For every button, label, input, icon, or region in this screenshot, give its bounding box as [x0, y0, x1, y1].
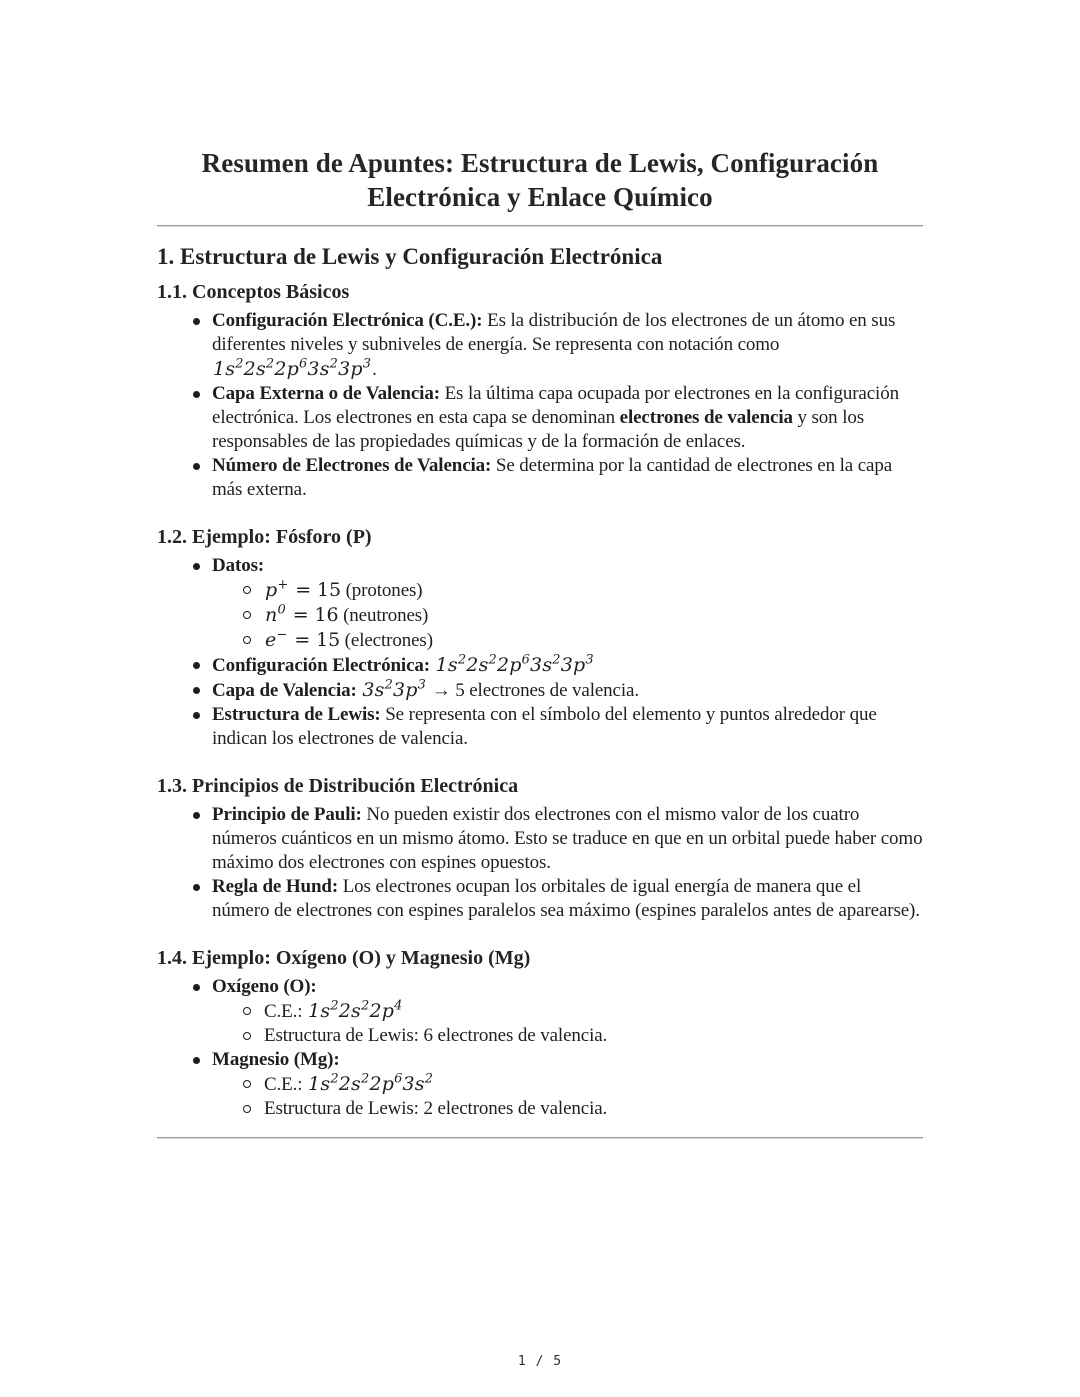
- list-item: [157, 554, 923, 653]
- circle-bullet-icon: [243, 1007, 251, 1015]
- list-item-text: e− = 15 (electrones): [265, 627, 433, 651]
- list-item-text: Magnesio (Mg):: [212, 1049, 340, 1070]
- list-item-text: Capa de Valencia: $3s^23p^3 \to 5$ electrones de valencia.: [212, 677, 639, 701]
- list-item-text: Estructura de Lewis: 6 electrones de valencia.: [264, 1025, 608, 1046]
- title-divider: [157, 225, 923, 227]
- list-item: [157, 309, 923, 382]
- oxygen-sublist: [212, 999, 923, 1048]
- bullet-icon: [193, 662, 200, 669]
- list-item-text: Regla de Hund: Los electrones ocupan los orbitales de igual energía de manera que el número de electrones con espines paralelos sea máximo (espines paralelos antes de aparearse).: [212, 876, 920, 921]
- list-item-text: Oxígeno (O):: [212, 976, 317, 997]
- magnesium-sublist: [212, 1072, 923, 1121]
- list-item-text: $n^0 = 16$ (neutrones): [265, 602, 429, 626]
- list-item: [157, 653, 923, 678]
- subsection-heading-1-4: 1.4. Ejemplo: Oxígeno (O) y Magnesio (Mg): [157, 947, 531, 969]
- list-item: [212, 1097, 923, 1121]
- list-item-text: Estructura de Lewis: Se representa con el símbolo del elemento y puntos alrededor que indican los electrones de valencia.: [212, 704, 877, 749]
- principles-list: [157, 803, 923, 923]
- page-title-line-1: Resumen de Apuntes: Estructura de Lewis, Configuración: [201, 148, 879, 178]
- subsection-heading-1-2: 1.2. Ejemplo: Fósforo (P): [157, 526, 372, 548]
- list-item: [157, 678, 923, 703]
- list-item-text: p+ = 15 (protones): [265, 577, 423, 601]
- list-item-text: C.E.: $1s^22s^22p^4$: [264, 998, 403, 1022]
- list-item: [157, 803, 923, 875]
- bullet-icon: [193, 884, 200, 891]
- list-item: [212, 578, 923, 603]
- list-item: [212, 1024, 923, 1048]
- circle-bullet-icon: [243, 1032, 251, 1040]
- page-number: 1 / 5: [517, 1354, 563, 1369]
- list-item-text: Configuración Electrónica (C.E.): Es la distribución de los electrones de un átomo en sus diferentes niveles y subniveles de energía. Se representa con notación como $1s^22s^22p^63s^23p^3$.: [212, 310, 896, 380]
- page-title-line-2: Electrónica y Enlace Químico: [367, 182, 713, 212]
- list-item: [212, 999, 923, 1024]
- circle-bullet-icon: [243, 1105, 251, 1113]
- circle-bullet-icon: [243, 586, 251, 594]
- bullet-icon: [193, 812, 200, 819]
- bullet-icon: [193, 318, 200, 325]
- section-end-divider: [157, 1137, 923, 1139]
- concepts-list: [157, 309, 923, 502]
- list-item-text: C.E.: $1s^22s^22p^63s^2$: [264, 1071, 434, 1095]
- list-item: [157, 1048, 923, 1121]
- list-item: [157, 382, 923, 454]
- bullet-icon: [193, 984, 200, 991]
- list-item: [212, 603, 923, 628]
- list-item: [157, 703, 923, 751]
- list-item: [157, 975, 923, 1048]
- list-item: [212, 628, 923, 653]
- circle-bullet-icon: [243, 611, 251, 619]
- list-item-text: Datos:: [212, 555, 265, 576]
- bullet-icon: [193, 563, 200, 570]
- page-title: [157, 146, 923, 214]
- phosphorus-example-list: [157, 554, 923, 751]
- bullet-icon: [193, 391, 200, 398]
- datos-sublist: [212, 578, 923, 653]
- bullet-icon: [193, 1057, 200, 1064]
- bullet-icon: [193, 463, 200, 470]
- list-item-text: Número de Electrones de Valencia: Se determina por la cantidad de electrones en la capa más externa.: [212, 455, 893, 500]
- list-item: [212, 1072, 923, 1097]
- list-item-text: Capa Externa o de Valencia: Es la última capa ocupada por electrones en la configuración electrónica. Los electrones en esta capa se denominan electrones de valencia y son los responsables de las propiedades químicas y de la formación de enlaces.: [212, 383, 899, 452]
- list-item-text: Estructura de Lewis: 2 electrones de valencia.: [264, 1098, 608, 1119]
- list-item: [157, 454, 923, 502]
- circle-bullet-icon: [243, 636, 251, 644]
- bullet-icon: [193, 712, 200, 719]
- list-item-text: Configuración Electrónica: $1s^22s^22p^63s^23p^3$: [212, 652, 594, 676]
- circle-bullet-icon: [243, 1080, 251, 1088]
- bullet-icon: [193, 687, 200, 694]
- list-item: [157, 875, 923, 923]
- oxygen-magnesium-list: [157, 975, 923, 1121]
- list-item-text: Principio de Pauli: No pueden existir dos electrones con el mismo valor de los cuatro números cuánticos en un mismo átomo. Esto se traduce en que en un orbital puede haber como máximo dos electrones con espines opuestos.: [212, 804, 923, 873]
- subsection-heading-1-1: 1.1. Conceptos Básicos: [157, 281, 350, 303]
- section-heading-1: 1. Estructura de Lewis y Configuración Electrónica: [157, 244, 663, 269]
- subsection-heading-1-3: 1.3. Principios de Distribución Electrónica: [157, 775, 519, 797]
